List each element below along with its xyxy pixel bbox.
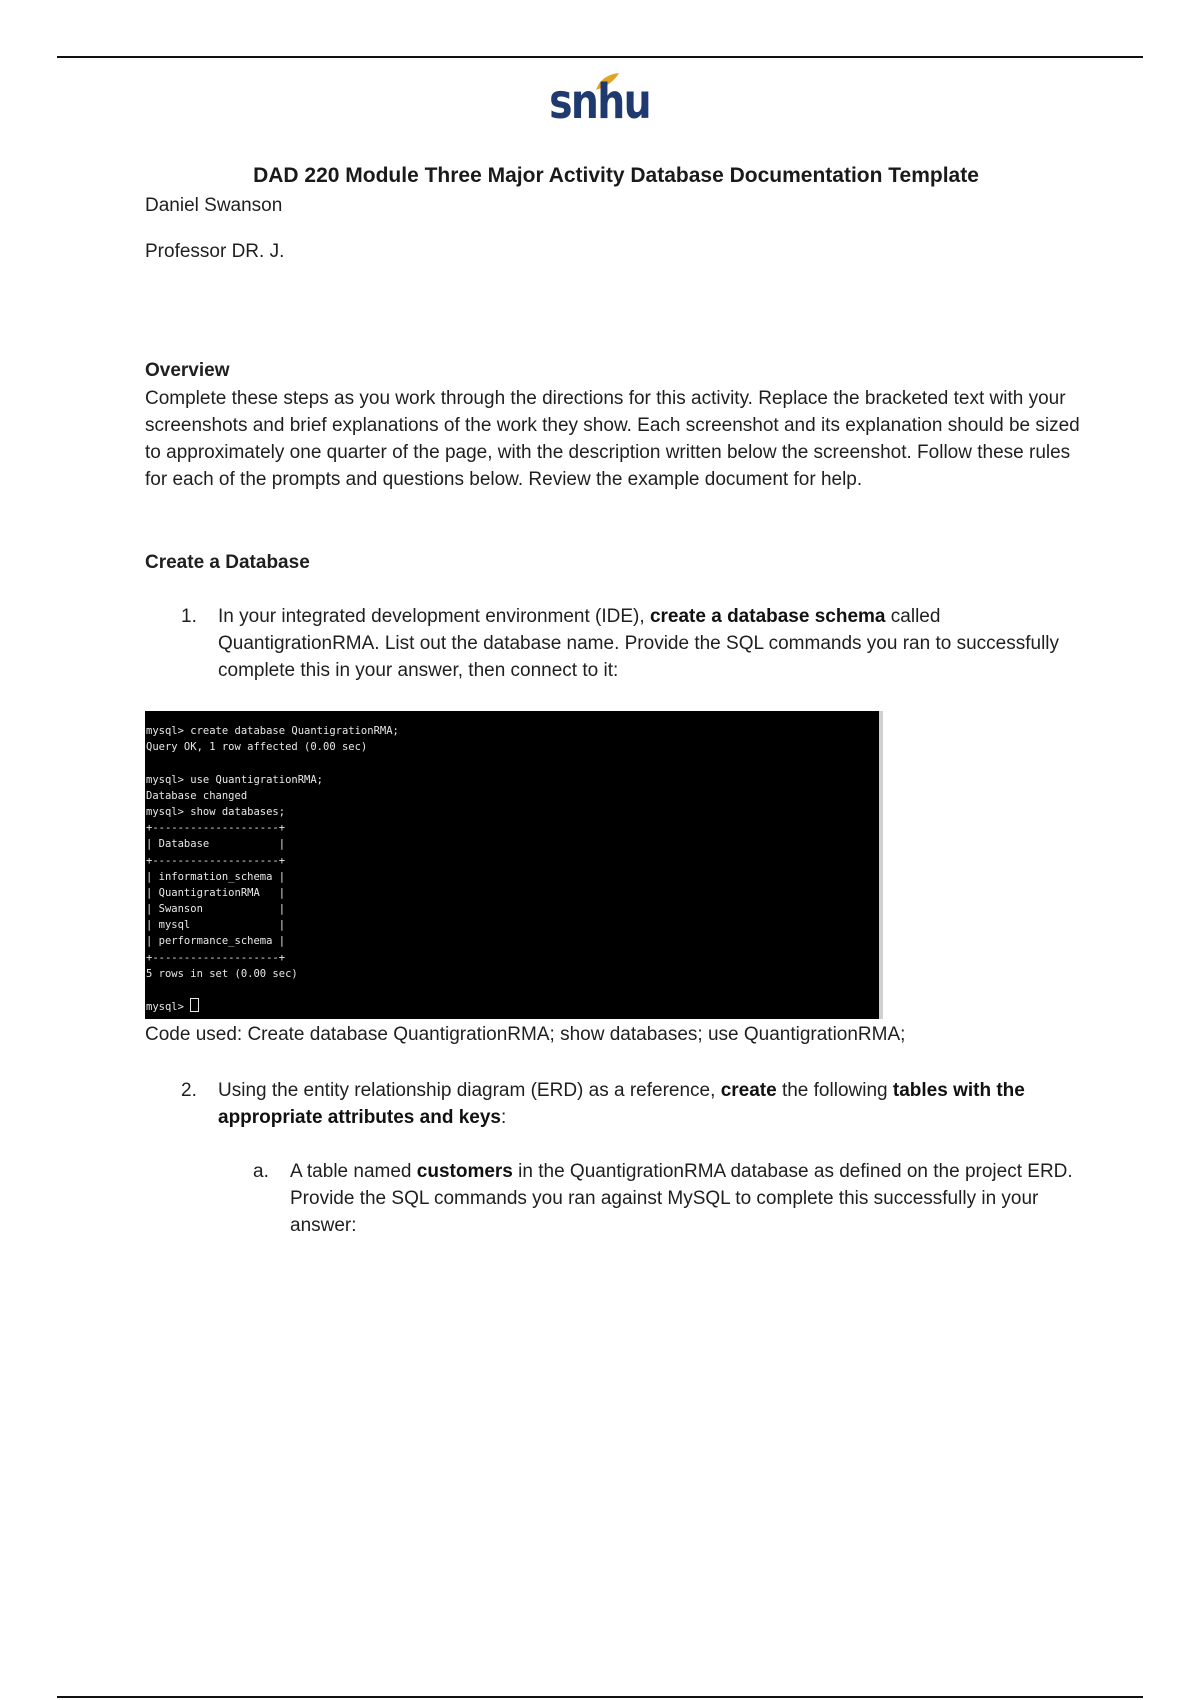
terminal-screenshot [145, 711, 883, 1019]
terminal-line: | performance_schema | [146, 935, 286, 948]
terminal-line: | Swanson | [146, 903, 286, 916]
bottom-rule [57, 1696, 1143, 1698]
text-run: A table named [290, 1161, 417, 1182]
create-database-heading: Create a Database [145, 552, 310, 573]
terminal-line: mysql> use QuantigrationRMA; [146, 773, 324, 786]
list-marker: a. [253, 1161, 269, 1182]
terminal-line: mysql> show databases; [146, 805, 286, 818]
list-item-1 [181, 603, 1061, 684]
cursor-icon [190, 998, 199, 1012]
terminal-line [146, 755, 879, 771]
professor-name: Professor DR. J. [145, 241, 285, 262]
bold-text: tables with the appropriate attributes and keys [218, 1080, 1025, 1128]
terminal-line: mysql> create database QuantigrationRMA; [146, 725, 399, 737]
terminal-line: mysql> [146, 998, 879, 1014]
list-marker: 1. [181, 606, 197, 627]
text-run: Using the entity relationship diagram (ERD) as a reference, [218, 1080, 721, 1101]
code-used-caption: Code used: Create database QuantigrationRMA; show databases; use QuantigrationRMA; [145, 1024, 906, 1045]
text-run: in the QuantigrationRMA database as defined on the project ERD. Provide the SQL commands you ran against MySQL to complete this successfully in your answer: [290, 1161, 1073, 1236]
terminal-line: Database changed [146, 789, 248, 802]
terminal-line: 5 rows in set (0.00 sec) [146, 967, 298, 980]
terminal-line: | QuantigrationRMA | [146, 886, 286, 899]
terminal-line: Query OK, 1 row affected (0.00 sec) [146, 741, 368, 754]
logo-text: snhu [549, 74, 651, 130]
terminal-line [146, 982, 879, 998]
text-run: the following [776, 1080, 893, 1101]
terminal-line: +--------------------+ [146, 822, 286, 835]
author-name: Daniel Swanson [145, 195, 283, 216]
terminal-line: +--------------------+ [146, 951, 286, 964]
document-title: DAD 220 Module Three Major Activity Database Documentation Template [253, 164, 979, 187]
list-item-2a [253, 1158, 1093, 1239]
terminal-line: | Database | [146, 838, 286, 851]
bold-text: create a database schema [649, 606, 886, 627]
text-run: called QuantigrationRMA. List out the database name. Provide the SQL commands you ran to successfully complete this in your answer, then connect to it: [218, 606, 1060, 681]
list-item-2 [181, 1077, 1081, 1131]
terminal-line: +--------------------+ [146, 854, 286, 867]
overview-heading: Overview [145, 360, 230, 381]
list-marker: 2. [181, 1080, 197, 1101]
bold-text: customers [416, 1161, 513, 1182]
terminal-line: | mysql | [146, 919, 286, 932]
bold-text: create [720, 1080, 777, 1101]
overview-body: Complete these steps as you work through the directions for this activity. Replace the bracketed text with your screenshots and brief explanations of the work they show. Each screenshot and its explanation should be sized to approximately one quarter of the page, with the description written below the screenshot. Follow these rules for each of the prompts and questions below. Review the example document for help. [145, 388, 1080, 490]
list-item-text [218, 1077, 1081, 1131]
terminal-line: | information_schema | [146, 870, 286, 883]
list-item-text [218, 603, 1061, 684]
text-run: : [500, 1107, 507, 1128]
list-item-text [290, 1158, 1093, 1239]
text-run: In your integrated development environment (IDE), [218, 606, 650, 627]
snhu-logo [0, 74, 1200, 130]
top-rule [57, 56, 1143, 58]
